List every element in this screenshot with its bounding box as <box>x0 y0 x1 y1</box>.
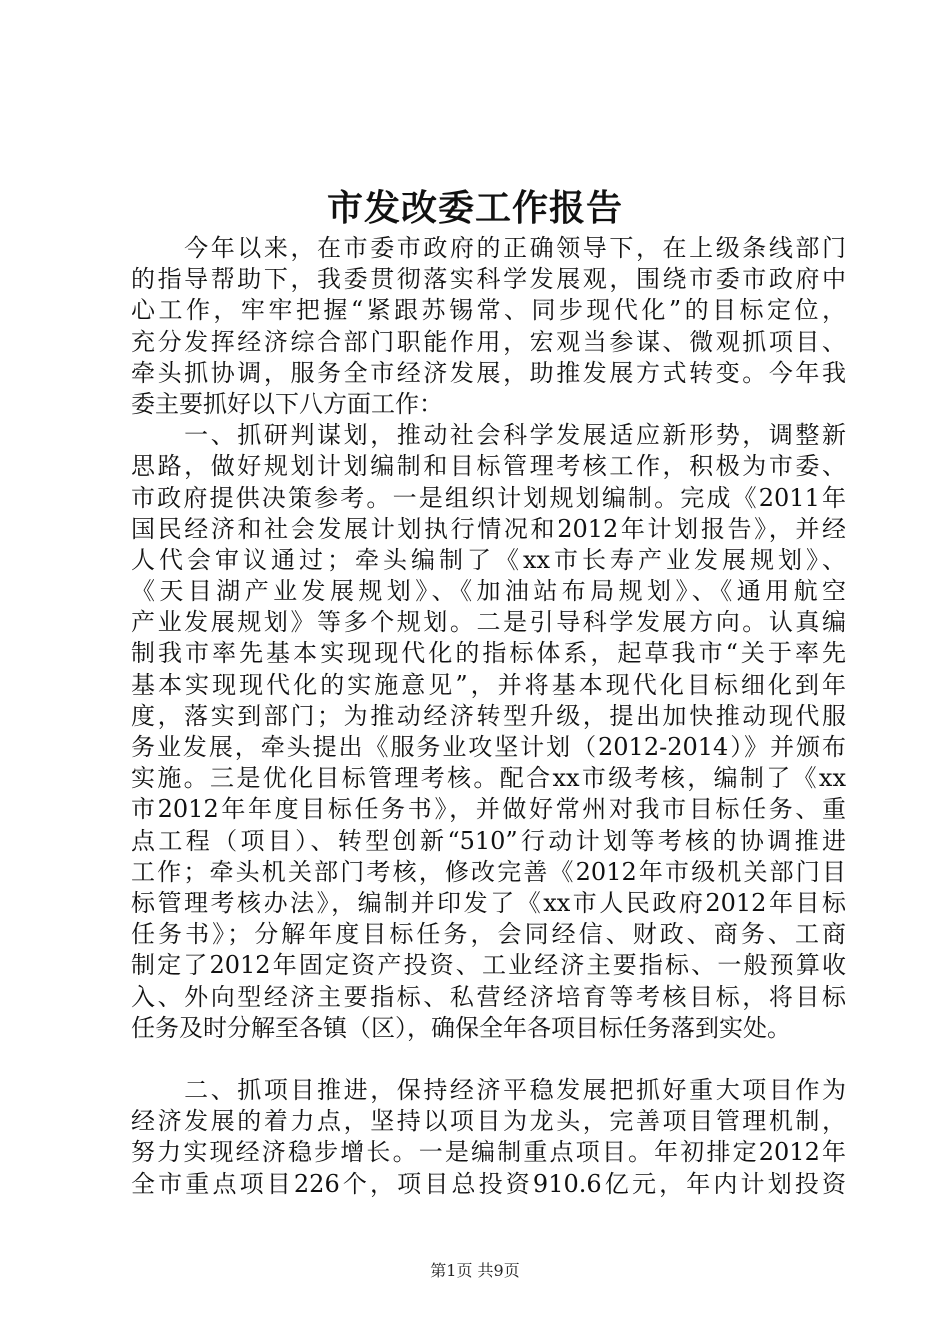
paragraph-intro <box>131 233 846 420</box>
text-line: 充分发挥经济综合部门职能作用，宏观当参谋、微观抓项目、 <box>131 327 846 356</box>
text-line: 努力实现经济稳步增长。一是编制重点项目。年初排定2012年 <box>131 1138 846 1167</box>
text-line: 工作；牵头机关部门考核，修改完善《2012年市级机关部门目 <box>131 857 846 886</box>
text-line: 入、外向型经济主要指标、私营经济培育等考核目标，将目标 <box>131 982 846 1011</box>
text-line: 务业发展，牵头提出《服务业攻坚计划（2012-2014）》并颁布 <box>131 733 846 761</box>
text-line: 制定了2012年固定资产投资、工业经济主要指标、一般预算收 <box>131 951 846 980</box>
text-line: 产业发展规划》等多个规划。二是引导科学发展方向。认真编 <box>131 608 846 637</box>
text-line: 的指导帮助下，我委贯彻落实科学发展观，围绕市委市政府中 <box>131 265 846 294</box>
text-line: 牵头抓协调，服务全市经济发展，助推发展方式转变。今年我 <box>131 358 846 387</box>
text-line: 点工程（项目）、转型创新“510”行动计划等考核的协调推进 <box>131 826 846 855</box>
text-line: 实施。三是优化目标管理考核。配合xx市级考核，编制了《xx <box>131 764 846 793</box>
text-line: 制我市率先基本实现现代化的指标体系，起草我市“关于率先 <box>131 639 846 668</box>
text-line: 全市重点项目226个，项目总投资910.6亿元，年内计划投资 <box>131 1169 846 1198</box>
paragraph-spacer <box>131 1044 846 1075</box>
text-line: 心工作，牢牢把握“紧跟苏锡常、同步现代化”的目标定位， <box>131 296 846 325</box>
text-line: 经济发展的着力点，坚持以项目为龙头，完善项目管理机制， <box>131 1107 846 1136</box>
document-title: 市发改委工作报告 <box>326 187 623 229</box>
text-line: 市2012年年度目标任务书》，并做好常州对我市目标任务、重 <box>131 795 846 824</box>
text-line: 思路，做好规划计划编制和目标管理考核工作，积极为市委、 <box>131 452 846 481</box>
text-line: 二、抓项目推进，保持经济平稳发展把抓好重大项目作为 <box>131 1076 846 1105</box>
text-line: 标管理考核办法》，编制并印发了《xx市人民政府2012年目标 <box>131 888 846 917</box>
text-line: 今年以来，在市委市政府的正确领导下，在上级条线部门 <box>131 234 846 262</box>
text-line: 委主要抓好以下八方面工作： <box>131 389 443 418</box>
text-line: 基本实现现代化的实施意见”，并将基本现代化目标细化到年 <box>131 670 846 699</box>
text-line: 人代会审议通过；牵头编制了《xx市长寿产业发展规划》、 <box>131 545 846 574</box>
document-body <box>131 233 846 1200</box>
paragraph-section-two <box>131 1075 846 1200</box>
text-line: 一、抓研判谋划，推动社会科学发展适应新形势，调整新 <box>131 421 846 450</box>
text-line: 任务及时分解至各镇（区），确保全年各项目标任务落到实处。 <box>131 1013 791 1042</box>
text-line: 任务书》；分解年度目标任务，会同经信、财政、商务、工商 <box>131 920 846 949</box>
paragraph-section-one <box>131 420 846 1044</box>
text-line: 《天目湖产业发展规划》、《加油站布局规划》、《通用航空 <box>131 577 846 606</box>
text-line: 市政府提供决策参考。一是组织计划规划编制。完成《2011年 <box>131 483 846 512</box>
page-footer: 第1页 共9页 <box>430 1261 520 1280</box>
text-line: 国民经济和社会发展计划执行情况和2012年计划报告》，并经 <box>131 514 846 543</box>
text-line: 度，落实到部门；为推动经济转型升级，提出加快推动现代服 <box>131 701 846 730</box>
